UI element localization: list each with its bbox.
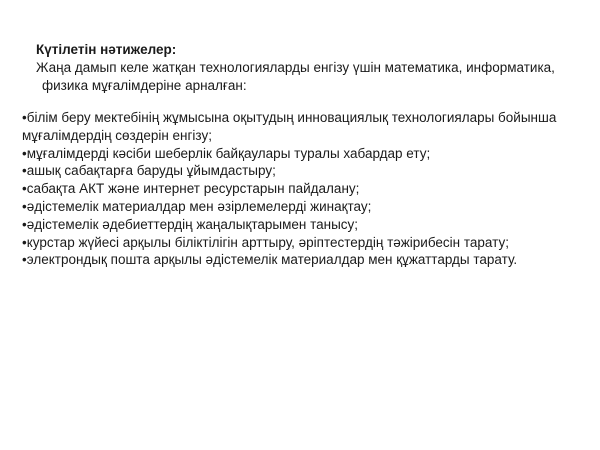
heading-block <box>36 41 586 95</box>
bullet-marker: • <box>22 145 27 161</box>
bullet-list <box>22 109 587 269</box>
list-item <box>22 180 587 198</box>
list-item <box>22 145 587 163</box>
bullet-marker: • <box>22 163 27 179</box>
intro-line-2: физика мұғалімдеріне арналған: <box>42 78 247 93</box>
bullet-marker: • <box>22 234 27 250</box>
list-item-text: курстар жүйесі арқылы біліктілігін арттыру, әріптестердің тәжірибесін тарату; <box>26 234 509 250</box>
list-item-text: білім беру мектебінің жұмысына оқытудың инновациялық технологиялары бойынша мұғалімдердің сөздерін енгізу; <box>22 110 557 143</box>
list-item-text: мұғалімдерді кәсіби шеберлік байқаулары туралы хабардар ету; <box>26 145 431 161</box>
list-item <box>22 162 587 180</box>
page-title: Күтілетін нәтижелер: <box>36 42 177 57</box>
bullet-marker: • <box>22 252 27 268</box>
bullet-marker: • <box>22 181 27 197</box>
bullet-marker: • <box>22 216 27 232</box>
list-item-text: электрондық пошта арқылы әдістемелік материалдар мен құжаттарды тарату. <box>26 252 518 268</box>
bullet-marker: • <box>22 198 27 214</box>
list-item <box>22 251 587 269</box>
list-item <box>22 109 587 145</box>
intro-line-1: Жаңа дамып келе жатқан технологияларды енгізу үшін математика, информатика, <box>36 60 555 75</box>
list-item-text: әдістемелік материалдар мен әзірлемелерді жинақтау; <box>26 198 372 214</box>
bullet-marker: • <box>22 110 27 125</box>
list-item-text: сабақта АКТ және интернет ресурстарын пайдалану; <box>26 181 360 197</box>
list-item <box>22 234 587 252</box>
list-item <box>22 216 587 234</box>
list-item-text: әдістемелік әдебиеттердің жаңалықтарымен танысу; <box>26 216 359 232</box>
list-item <box>22 198 587 216</box>
list-item-text: ашық сабақтарға баруды ұйымдастыру; <box>26 163 276 179</box>
